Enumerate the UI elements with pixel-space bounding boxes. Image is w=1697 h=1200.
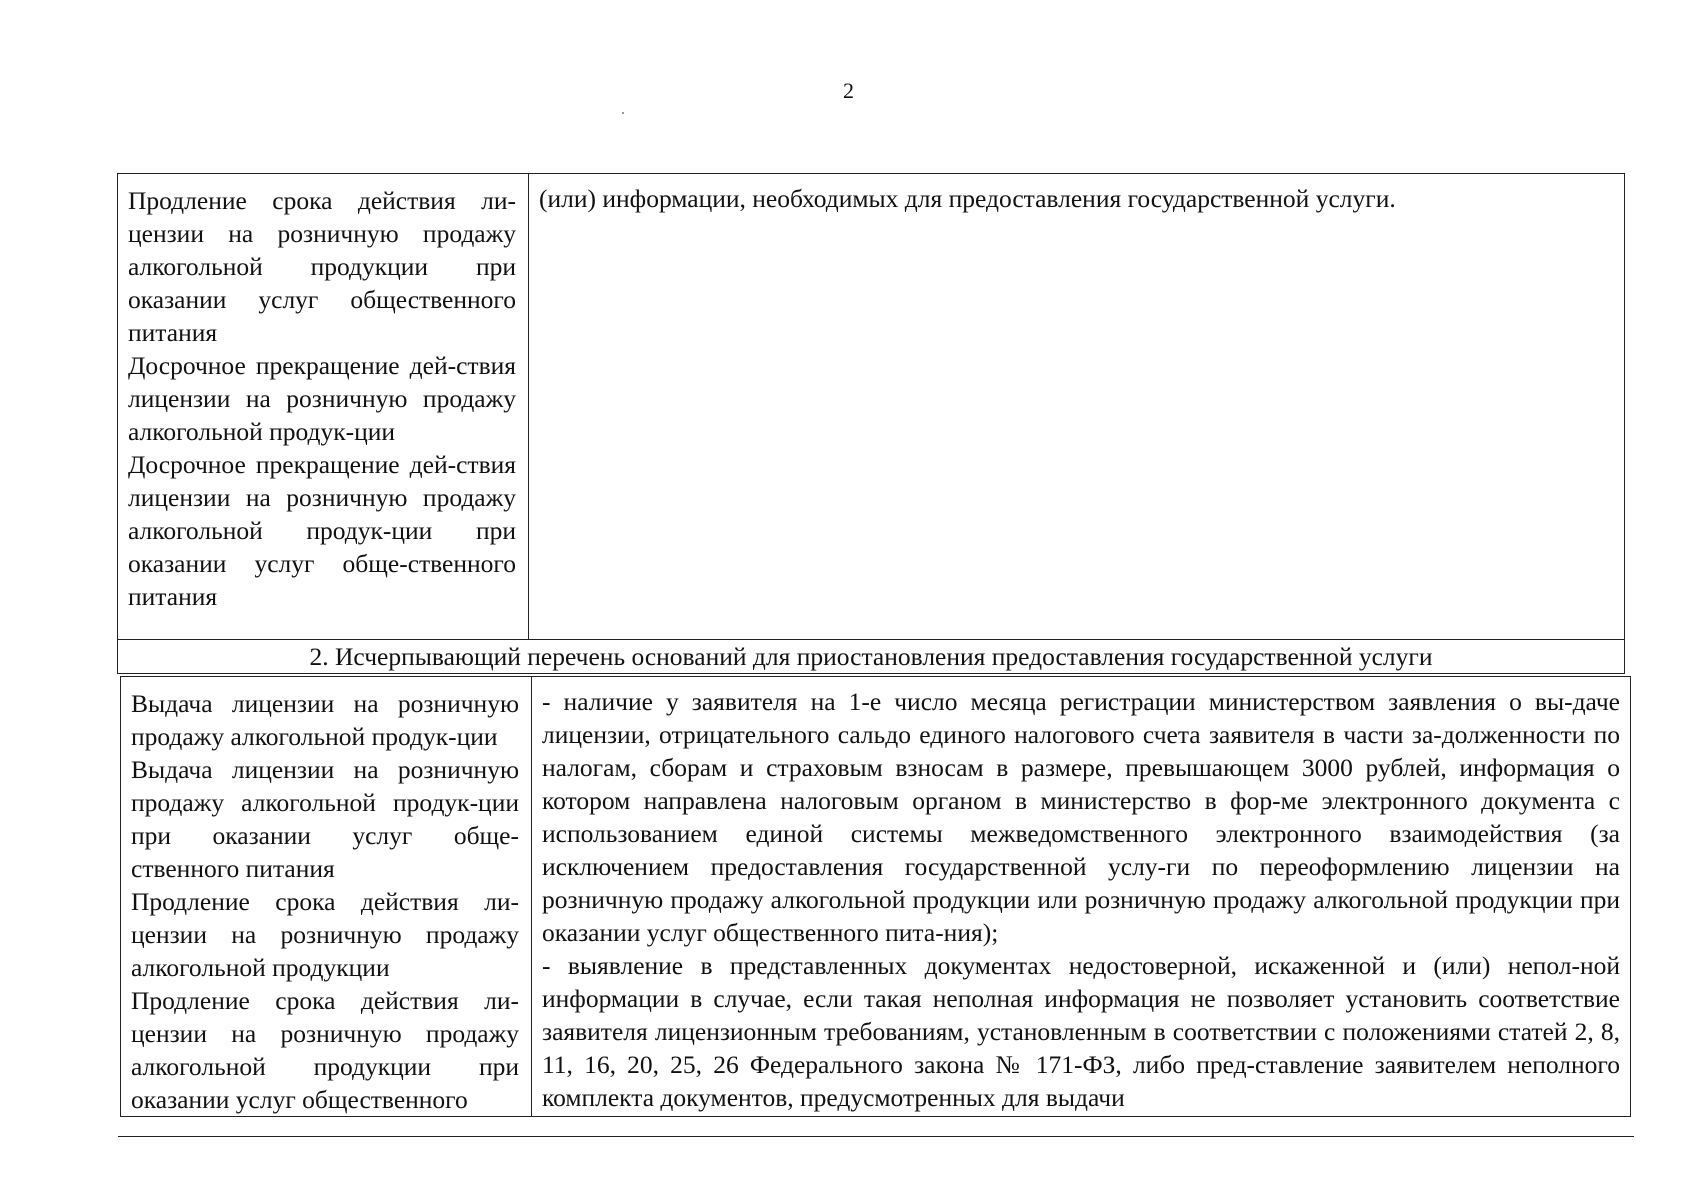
table-row bbox=[118, 174, 1625, 640]
list-item: Выдача лицензии на розничную продажу алкогольной продук-ции bbox=[131, 689, 519, 751]
left-cell bbox=[118, 174, 529, 640]
right-text: (или) информации, необходимых для предоставления государственной услуги. bbox=[539, 184, 1396, 213]
list-item: Досрочное прекращение дей-ствия лицензии на розничную продажу алкогольной продук-ции bbox=[128, 351, 516, 446]
scan-speck bbox=[622, 112, 624, 114]
list-item: Продление срока действия ли-цензии на розничную продажу алкогольной продукции при оказании услуг общественного питания bbox=[128, 186, 516, 347]
table-part2-viewport bbox=[118, 676, 1634, 1137]
page-number: 2 bbox=[843, 78, 854, 103]
section-heading-row bbox=[118, 640, 1625, 674]
services-table-part1 bbox=[117, 173, 1625, 674]
services-table-part2 bbox=[120, 676, 1631, 1117]
list-item: - выявление в представленных документах недостоверной, искаженной и (или) непол-ной информации в случае, если такая неполная информация не позволяет установить соответствие заявителя лицензионным требованиям, установленным в соответствии с положениями статей 2, 8, 11, 16, 20, 25, 26 Федерального закона № 171-ФЗ, либо пред-ставление заявителем неполного комплекта документов, предусмотренных для выдачи bbox=[542, 951, 1620, 1112]
list-item: Выдача лицензии на розничную продажу алкогольной продук-ции при оказании услуг обще-ственного питания bbox=[131, 755, 519, 883]
list-item: - наличие у заявителя на 1-е число месяца регистрации министерством заявления о вы-даче лицензии, отрицательного сальдо единого налогового счета заявителя в части за-долженности по налогам, сборам и страховым взносам в размере, превышающем 3000 рублей, информация о котором направлена налоговым органом в министерство в фор-ме электронного документа с использованием единой системы межведомственного электронного взаимодействия (за исключением предоставления государственной услу-ги по переоформлению лицензии на розничную продажу алкогольной продукции или розничную продажу алкогольной продукции при оказании услуг общественного пита-ния); bbox=[542, 687, 1620, 947]
table-row bbox=[121, 677, 1631, 1117]
list-item: Продление срока действия ли-цензии на розничную продажу алкогольной продукции при оказании услуг общественного bbox=[131, 986, 519, 1114]
list-item: Досрочное прекращение дей-ствия лицензии на розничную продажу алкогольной продук-ции при оказании услуг обще-ственного питания bbox=[128, 450, 516, 611]
section-heading: 2. Исчерпывающий перечень оснований для приостановления предоставления государственной услуги bbox=[118, 640, 1625, 674]
list-item: Продление срока действия ли-цензии на розничную продажу алкогольной продукции bbox=[131, 887, 519, 982]
right-cell bbox=[529, 174, 1625, 640]
right-cell bbox=[532, 677, 1631, 1117]
left-cell bbox=[121, 677, 532, 1117]
